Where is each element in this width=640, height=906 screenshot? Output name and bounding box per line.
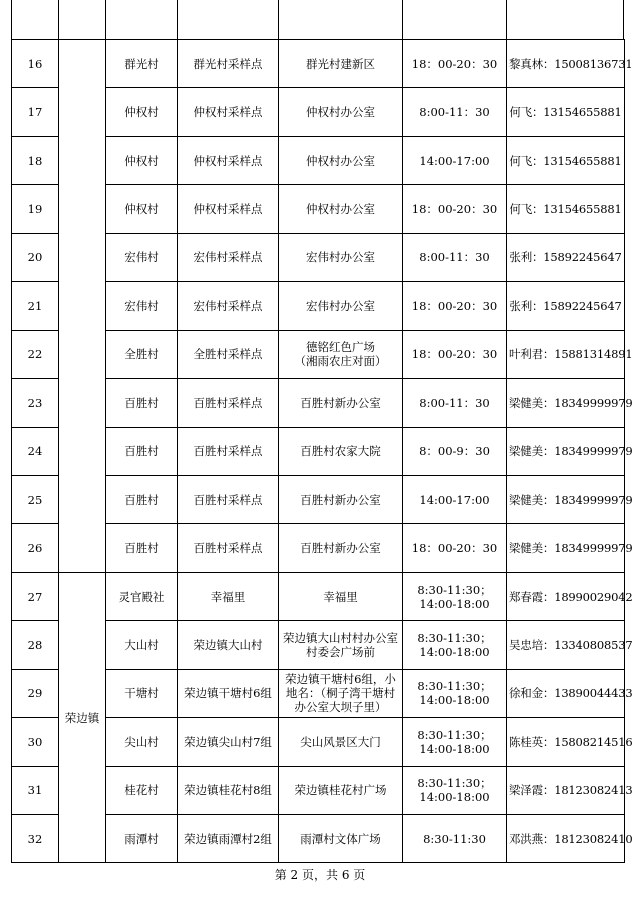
row-number: 30 bbox=[12, 718, 59, 766]
sampling-site-cell: 百胜村采样点 bbox=[178, 524, 279, 572]
address-cell: 荣边镇桂花村广场 bbox=[279, 766, 403, 814]
row-number: 26 bbox=[12, 524, 59, 572]
contact-cell: 梁健美：18349999979 bbox=[507, 379, 625, 427]
time-cell: 8：00-9：30 bbox=[403, 427, 507, 475]
village-cell: 宏伟村 bbox=[106, 282, 178, 330]
address-cell: 宏伟村办公室 bbox=[279, 282, 403, 330]
village-cell: 干塘村 bbox=[106, 669, 178, 717]
contact-cell: 徐和金：13890044433 bbox=[507, 669, 625, 717]
row-number: 23 bbox=[12, 379, 59, 427]
sampling-site-cell: 仲权村采样点 bbox=[178, 185, 279, 233]
time-cell: 14:00-17:00 bbox=[403, 475, 507, 523]
village-cell: 仲权村 bbox=[106, 185, 178, 233]
village-cell: 尖山村 bbox=[106, 718, 178, 766]
time-cell: 8:30-11:30； 14:00-18:00 bbox=[403, 718, 507, 766]
row-number: 20 bbox=[12, 233, 59, 281]
sampling-site-cell: 百胜村采样点 bbox=[178, 427, 279, 475]
row-number: 16 bbox=[12, 40, 59, 88]
time-cell: 8:00-11：30 bbox=[403, 379, 507, 427]
row-number: 25 bbox=[12, 475, 59, 523]
contact-cell: 何飞：13154655881 bbox=[507, 88, 625, 136]
village-cell: 仲权村 bbox=[106, 88, 178, 136]
row-number: 18 bbox=[12, 136, 59, 184]
contact-cell: 张利：15892245647 bbox=[507, 233, 625, 281]
time-cell: 8:30-11:30； 14:00-18:00 bbox=[403, 572, 507, 620]
row-number: 27 bbox=[12, 572, 59, 620]
contact-cell: 梁泽霞：18123082413 bbox=[507, 766, 625, 814]
village-cell: 百胜村 bbox=[106, 379, 178, 427]
contact-cell: 叶利君：15881314891 bbox=[507, 330, 625, 378]
village-cell: 灵官殿社 bbox=[106, 572, 178, 620]
sampling-site-cell: 全胜村采样点 bbox=[178, 330, 279, 378]
village-cell: 大山村 bbox=[106, 621, 178, 669]
row-number: 19 bbox=[12, 185, 59, 233]
time-cell: 8:30-11:30； 14:00-18:00 bbox=[403, 766, 507, 814]
row-number: 22 bbox=[12, 330, 59, 378]
sampling-site-cell: 荣边镇干塘村6组 bbox=[178, 669, 279, 717]
contact-cell: 何飞：13154655881 bbox=[507, 136, 625, 184]
contact-cell: 吴忠培：13340808537 bbox=[507, 621, 625, 669]
row-number: 28 bbox=[12, 621, 59, 669]
village-cell: 桂花村 bbox=[106, 766, 178, 814]
contact-cell: 邓洪燕：18123082410 bbox=[507, 815, 625, 863]
row-number: 24 bbox=[12, 427, 59, 475]
row-number: 21 bbox=[12, 282, 59, 330]
time-cell: 8:00-11：30 bbox=[403, 233, 507, 281]
table-row bbox=[12, 40, 625, 88]
table-row bbox=[12, 572, 625, 620]
time-cell: 8:30-11:30； 14:00-18:00 bbox=[403, 621, 507, 669]
time-cell: 18：00-20：30 bbox=[403, 282, 507, 330]
contact-cell: 陈桂英：15808214516 bbox=[507, 718, 625, 766]
time-cell: 8:30-11:30； 14:00-18:00 bbox=[403, 669, 507, 717]
village-cell: 宏伟村 bbox=[106, 233, 178, 281]
row-number: 29 bbox=[12, 669, 59, 717]
contact-cell: 梁健美：18349999979 bbox=[507, 475, 625, 523]
address-cell: 荣边镇大山村村办公室 村委会广场前 bbox=[279, 621, 403, 669]
address-cell: 百胜村新办公室 bbox=[279, 379, 403, 427]
address-cell: 宏伟村办公室 bbox=[279, 233, 403, 281]
address-cell: 百胜村新办公室 bbox=[279, 524, 403, 572]
table-top-continuation bbox=[11, 0, 624, 39]
sampling-schedule-table bbox=[11, 39, 633, 863]
village-cell: 百胜村 bbox=[106, 475, 178, 523]
address-cell: 雨潭村文体广场 bbox=[279, 815, 403, 863]
sampling-site-cell: 幸福里 bbox=[178, 572, 279, 620]
sampling-site-cell: 仲权村采样点 bbox=[178, 88, 279, 136]
contact-cell: 梁健美：18349999979 bbox=[507, 427, 625, 475]
contact-cell: 张利：15892245647 bbox=[507, 282, 625, 330]
row-number: 17 bbox=[12, 88, 59, 136]
contact-cell: 何飞：13154655881 bbox=[507, 185, 625, 233]
address-cell: 尖山风景区大门 bbox=[279, 718, 403, 766]
time-cell: 18：00-20：30 bbox=[403, 185, 507, 233]
sampling-site-cell: 仲权村采样点 bbox=[178, 136, 279, 184]
village-cell: 全胜村 bbox=[106, 330, 178, 378]
sampling-site-cell: 百胜村采样点 bbox=[178, 379, 279, 427]
village-cell: 百胜村 bbox=[106, 427, 178, 475]
address-cell: 幸福里 bbox=[279, 572, 403, 620]
sampling-site-cell: 荣边镇桂花村8组 bbox=[178, 766, 279, 814]
address-cell: 仲权村办公室 bbox=[279, 88, 403, 136]
time-cell: 18：00-20：30 bbox=[403, 40, 507, 88]
address-cell: 仲权村办公室 bbox=[279, 136, 403, 184]
time-cell: 8:00-11：30 bbox=[403, 88, 507, 136]
contact-cell: 梁健美：18349999979 bbox=[507, 524, 625, 572]
sampling-site-cell: 荣边镇尖山村7组 bbox=[178, 718, 279, 766]
table-body bbox=[12, 40, 633, 863]
village-cell: 群光村 bbox=[106, 40, 178, 88]
sampling-site-cell: 群光村采样点 bbox=[178, 40, 279, 88]
sampling-site-cell: 百胜村采样点 bbox=[178, 475, 279, 523]
time-cell: 8:30-11:30 bbox=[403, 815, 507, 863]
address-cell: 群光村建新区 bbox=[279, 40, 403, 88]
village-cell: 仲权村 bbox=[106, 136, 178, 184]
sampling-site-cell: 宏伟村采样点 bbox=[178, 282, 279, 330]
page-footer: 第 2 页，共 6 页 bbox=[274, 868, 366, 882]
sampling-site-cell: 荣边镇雨潭村2组 bbox=[178, 815, 279, 863]
time-cell: 18：00-20：30 bbox=[403, 524, 507, 572]
sampling-site-cell: 荣边镇大山村 bbox=[178, 621, 279, 669]
town-cell bbox=[59, 40, 106, 573]
contact-cell: 黎真林：15008136731 bbox=[507, 40, 625, 88]
address-cell: 荣边镇干塘村6组，小 地名：（桐子湾干塘村 办公室大坝子里） bbox=[279, 669, 403, 717]
address-cell: 百胜村农家大院 bbox=[279, 427, 403, 475]
time-cell: 14:00-17:00 bbox=[403, 136, 507, 184]
time-cell: 18：00-20：30 bbox=[403, 330, 507, 378]
sampling-site-cell: 宏伟村采样点 bbox=[178, 233, 279, 281]
address-cell: 仲权村办公室 bbox=[279, 185, 403, 233]
contact-cell: 郑春霞：18990029042 bbox=[507, 572, 625, 620]
address-cell: 德铭红色广场 （湘雨农庄对面） bbox=[279, 330, 403, 378]
village-cell: 雨潭村 bbox=[106, 815, 178, 863]
village-cell: 百胜村 bbox=[106, 524, 178, 572]
row-number: 32 bbox=[12, 815, 59, 863]
town-cell: 荣边镇 bbox=[59, 572, 106, 863]
row-number: 31 bbox=[12, 766, 59, 814]
address-cell: 百胜村新办公室 bbox=[279, 475, 403, 523]
